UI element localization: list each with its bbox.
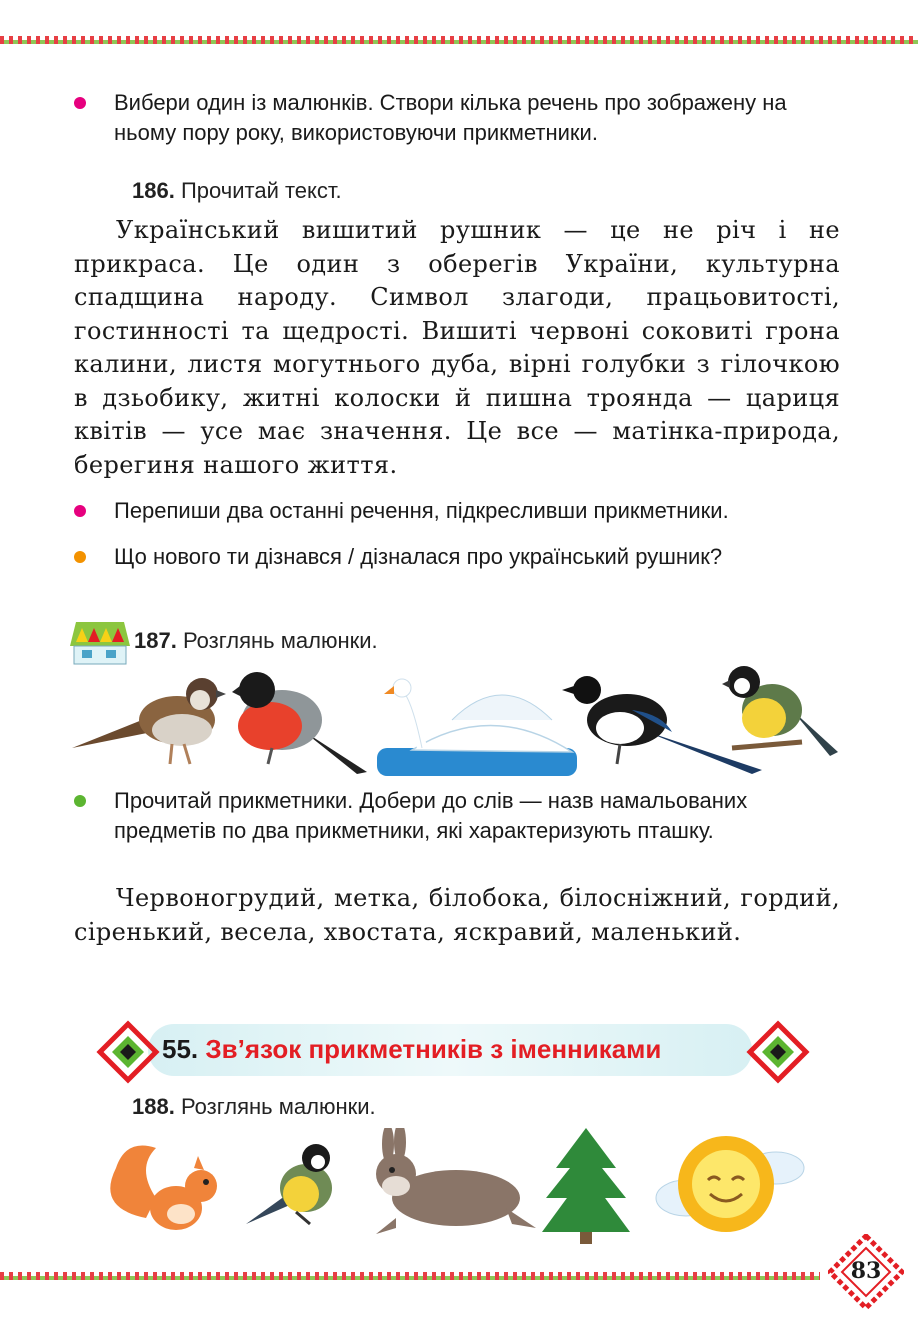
bullfinch-icon (232, 672, 367, 774)
task-186-heading (132, 176, 342, 206)
towel-paragraph: Український вишитий рушник — це не річ і не прикраса. Це один з оберегів України, культурна спадщина народу. Символ злагоди, працьовитості, гостинності та щедрості. Вишиті червоні соковиті грона калини, листя могутнього дуба, вірні голубки з гілочкою в дзьобику, житні колоски й пишна троянда — цариця квітів — усе має значення. Це все — матінка-природа, берегиня нашого життя. (74, 216, 840, 479)
bullet-item-read-adjectives (74, 786, 844, 846)
left-ornament-icon (96, 1020, 160, 1084)
bullet-text: Вибери один із малюнків. Створи кілька речень про зображену на ньому пору року, використовуючи прикметники. (114, 90, 787, 145)
task-label: Прочитай текст. (180, 178, 342, 203)
green-bullet-icon (74, 795, 86, 807)
birds-illustration (72, 660, 842, 780)
adjectives-list (74, 882, 840, 949)
lesson-title (162, 1034, 661, 1065)
adjectives-paragraph: Червоногрудий, метка, білобока, білосніжний, гордий, сіренький, весела, хвостата, яскравий, маленький. (74, 884, 840, 946)
swan-icon (377, 679, 577, 776)
page-number: 83 (850, 1258, 882, 1284)
sparrow-icon (72, 678, 226, 764)
task-label: Розглянь малюнки. (180, 1094, 376, 1119)
pink-bullet-icon (74, 505, 86, 517)
bullet-text: Перепиши два останні речення, підкресливши прикметники. (114, 498, 729, 523)
task-188-heading (132, 1092, 376, 1122)
orange-bullet-icon (74, 551, 86, 563)
bullet-item-choose-picture (74, 88, 844, 148)
towel-text (74, 214, 840, 482)
bottom-ornament-border (0, 1272, 820, 1280)
task-number: 188. (132, 1094, 175, 1119)
right-ornament-icon (746, 1020, 810, 1084)
sun-icon (656, 1136, 804, 1232)
top-ornament-border (0, 36, 918, 44)
task-number: 187. (134, 628, 177, 653)
task-number: 186. (132, 178, 175, 203)
lesson-number: 55. (162, 1034, 199, 1064)
house-icon (68, 618, 132, 666)
bullet-text: Прочитай прикметники. Добери до слів — назв намальованих предметів по два прикметники, які характеризують пташку. (114, 788, 748, 843)
pink-bullet-icon (74, 97, 86, 109)
task-label: Розглянь малюнки. (182, 628, 378, 653)
lesson-title-text: Зв’язок прикметників з іменниками (205, 1034, 662, 1064)
titmouse-icon (246, 1144, 332, 1224)
animals-illustration (96, 1128, 806, 1248)
hare-icon (376, 1128, 536, 1234)
bullet-text: Що нового ти дізнався / дізналася про український рушник? (114, 544, 723, 569)
task-187-heading (134, 626, 378, 656)
bullet-item-copy-sentences (74, 496, 844, 526)
bullet-item-what-new (74, 542, 844, 572)
titmouse-icon (722, 666, 838, 756)
fir-tree-icon (542, 1128, 630, 1244)
squirrel-icon (110, 1146, 217, 1231)
